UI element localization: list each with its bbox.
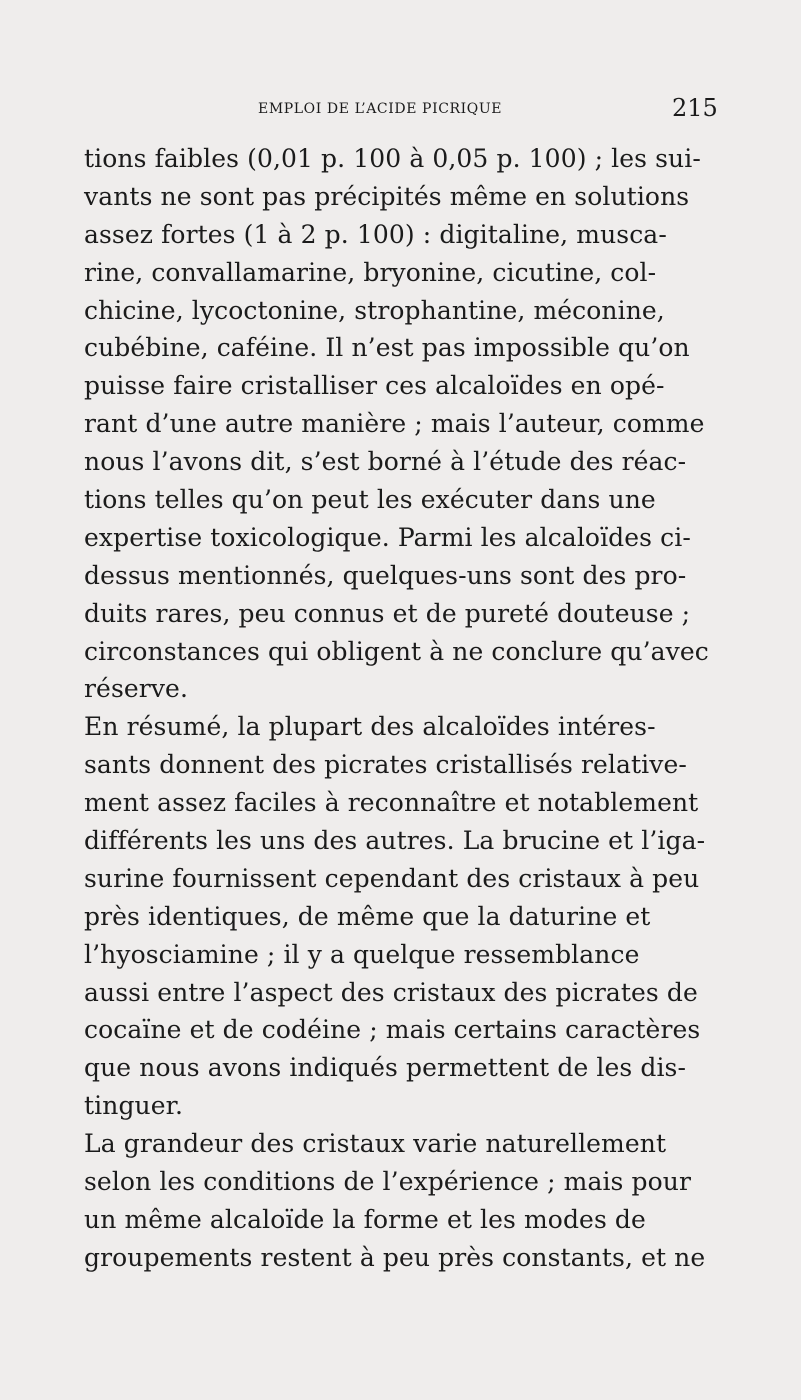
text-line: chicine, lycoctonine, strophantine, méconine,: [84, 295, 665, 325]
text-line: l’hyosciamine ; il y a quelque ressemblance: [84, 939, 640, 969]
text-line: rine, convallamarine, bryonine, cicutine, col-: [84, 257, 657, 287]
page-number: 215: [672, 94, 718, 122]
text-line: vants ne sont pas précipités même en solutions: [84, 181, 690, 211]
text-line: un même alcaloïde la forme et les modes de: [84, 1204, 646, 1234]
text-line: tions faibles (0,01 p. 100 à 0,05 p. 100) ; les sui-: [84, 144, 701, 173]
text-line: selon les conditions de l’expérience ; mais pour: [84, 1167, 692, 1197]
text-line: sants donnent des picrates cristallisés relative-: [84, 750, 687, 780]
text-line: assez fortes (1 à 2 p. 100) : digitaline, musca-: [84, 219, 667, 249]
text-line: rant d’une autre manière ; mais l’auteur, comme: [84, 409, 705, 439]
text-line: aussi entre l’aspect des cristaux des picrates de: [84, 977, 698, 1007]
text-line: cubébine, caféine. Il n’est pas impossible qu’on: [84, 333, 690, 363]
text-line: tions telles qu’on peut les exécuter dans une: [84, 485, 656, 515]
text-line: expertise toxicologique. Parmi les alcaloïdes ci-: [84, 522, 691, 552]
text-line: surine fournissent cependant des cristaux à peu: [84, 863, 700, 893]
text-line: cocaïne et de codéine ; mais certains caractères: [84, 1015, 701, 1045]
text-line: réserve.: [84, 674, 188, 704]
text-line: près identiques, de même que la daturine et: [84, 901, 651, 931]
paragraph-start-line: La grandeur des cristaux varie naturellement: [84, 1129, 667, 1159]
text-line: puisse faire cristalliser ces alcaloïdes en opé-: [84, 371, 665, 401]
body-text: [84, 140, 709, 1277]
text-line: dessus mentionnés, quelques-uns sont des pro-: [84, 560, 687, 590]
text-line: nous l’avons dit, s’est borné à l’étude des réac-: [84, 447, 687, 477]
text-line: groupements restent à peu près constants, et ne: [84, 1242, 706, 1272]
paragraph-start-line: En résumé, la plupart des alcaloïdes intéres-: [84, 712, 656, 742]
text-line: ment assez faciles à reconnaître et notablement: [84, 788, 699, 818]
text-line: circonstances qui obligent à ne conclure qu’avec: [84, 636, 709, 666]
running-title: EMPLOI DE L’ACIDE PICRIQUE: [258, 101, 503, 117]
text-line: que nous avons indiqués permettent de les dis-: [84, 1053, 687, 1083]
text-line: duits rares, peu connus et de pureté douteuse ;: [84, 598, 691, 628]
text-line: différents les uns des autres. La brucine et l’iga-: [84, 826, 706, 856]
text-line: tinguer.: [84, 1091, 183, 1121]
